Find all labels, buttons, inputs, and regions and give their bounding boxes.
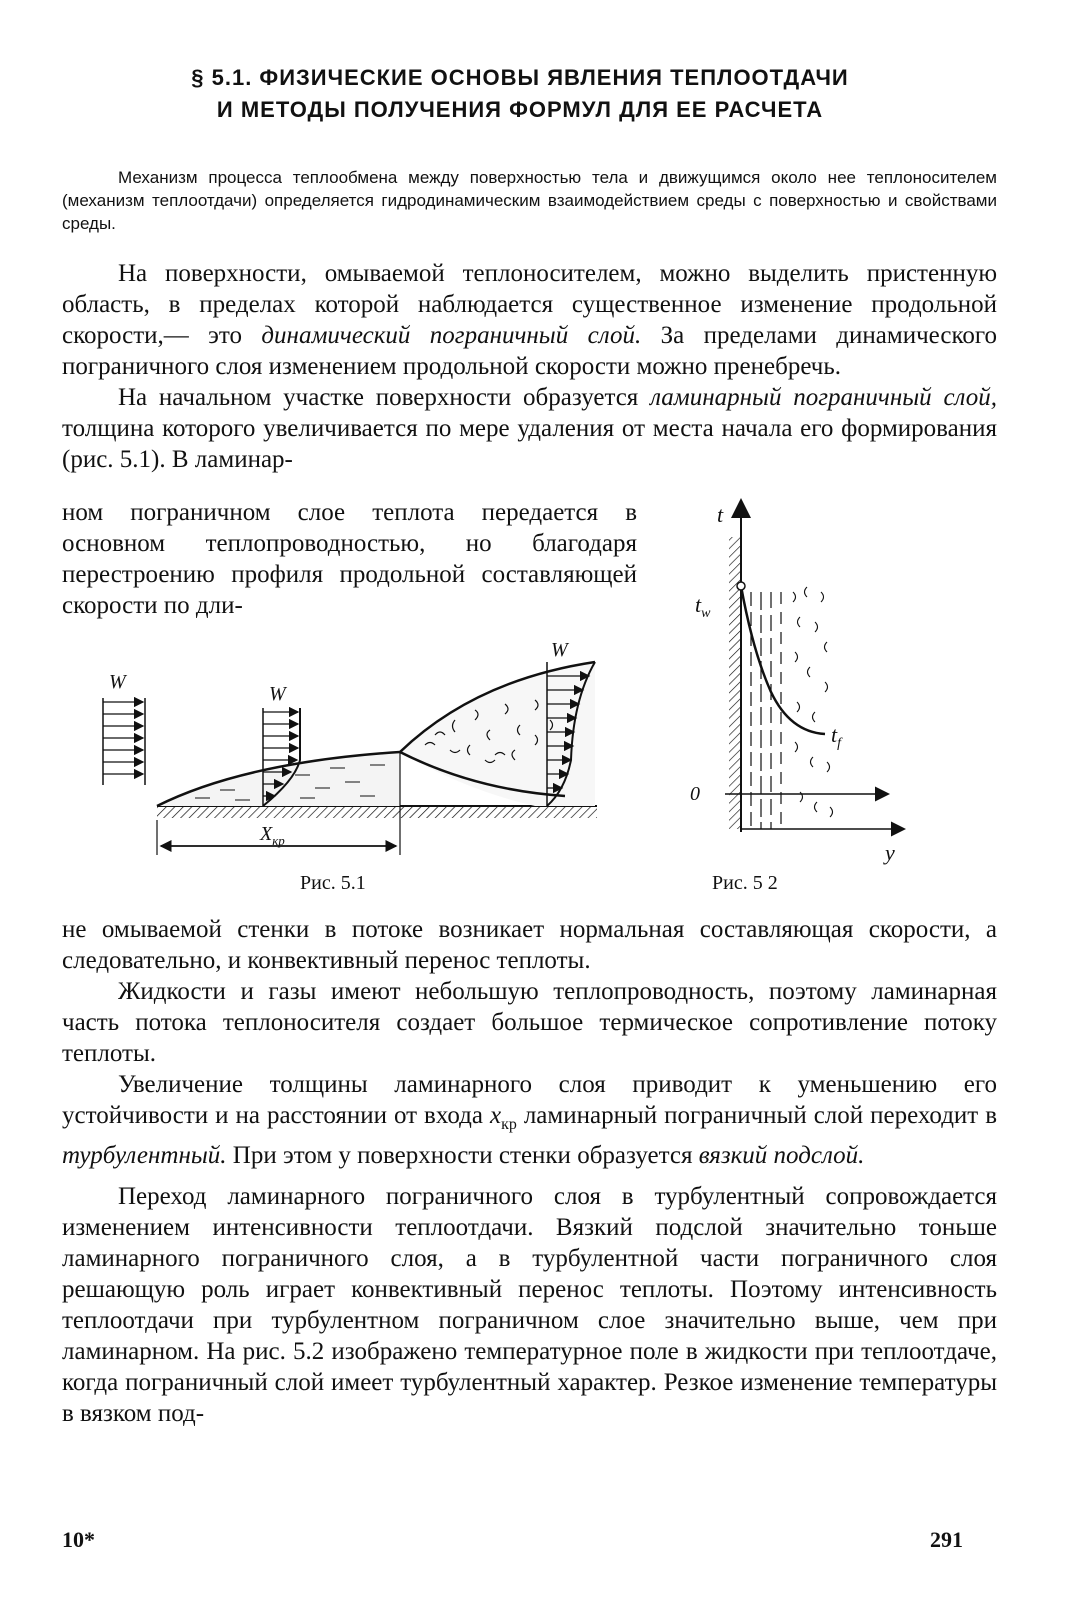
term-turbulent: турбулентный.	[62, 1142, 227, 1169]
p1-text-b: За пределами динамического пограничного слоя изменением продольной скорости можно пренебречь.	[62, 322, 997, 380]
paragraph-1	[62, 258, 997, 382]
figure-5-2-caption: Рис. 5 2	[712, 872, 778, 894]
label-xkr: $X_{кр}$	[260, 823, 285, 848]
text-block-top	[62, 258, 997, 475]
inlet-velocity-profile	[103, 698, 145, 785]
temperature-curve	[741, 586, 825, 734]
paragraph-2	[62, 382, 997, 475]
text-block-end	[62, 1181, 997, 1429]
text-block-bottom	[62, 914, 997, 1171]
label-w-3: W	[551, 640, 568, 661]
paragraph-2-wrap: ном пограничном слое теплота передается в основном теплопроводностью, но благодаря перестроению профиля продольной составляющей скорости по дли-	[62, 499, 637, 619]
paragraph-5: Переход ламинарного пограничного слоя в турбулентный сопровождается изменением интенсивности теплоотдачи. Вязкий подслой значительно тоньше ламинарного пограничного слоя, а в турбулентной части пограничного слоя решающую роль играет конвективный перенос теплоты. Поэтому интенсивность теплоотдачи при турбулентном пограничном слое значительно выше, чем при ламинарном. На рис. 5.2 изображено температурное поле в жидкости при теплоотдаче, когда пограничный слой имеет турбулентный характер. Резкое изменение температуры в вязком под-	[62, 1183, 997, 1427]
figure-5-2	[675, 492, 915, 867]
signature-mark: 10*	[62, 1527, 95, 1552]
label-w-2: W	[269, 683, 286, 705]
abstract-text: Механизм процесса теплообмена между поверхностью тела и движущимся около нее теплоносителем (механизм теплоотдачи) определяется гидродинамическим взаимодействием среды с поверхностью и свойствами среды.	[62, 168, 997, 233]
p2-text-a: На начальном участке поверхности образуется	[118, 384, 651, 411]
label-tw: $t_w$	[695, 592, 711, 621]
paragraph-3: Жидкости и газы имеют небольшую теплопроводность, поэтому ламинарная часть потока теплоносителя создает большое термическое сопротивление потоку теплоты.	[62, 978, 997, 1067]
symbol-xkr: $x_{кр}$	[489, 1102, 517, 1133]
section-heading	[150, 62, 890, 126]
p4-text-b: ламинарный пограничный слой переходит в	[516, 1102, 997, 1129]
term-viscous-sublayer: вязкий подслой.	[698, 1142, 865, 1169]
label-t: t	[717, 502, 724, 527]
turbulent-layer-fill	[400, 662, 595, 806]
label-tf: $t_f$	[831, 722, 842, 751]
wall-temperature-point	[737, 582, 745, 590]
label-w-1: W	[109, 671, 126, 693]
p4-text-c: При этом у поверхности стенки образуется	[226, 1142, 699, 1169]
paragraph-4	[62, 1069, 997, 1171]
wall-hatch	[157, 806, 597, 818]
page-number: 291	[930, 1527, 963, 1552]
label-zero: 0	[690, 783, 700, 805]
figure-5-1-caption: Рис. 5.1	[300, 872, 366, 894]
heading-line-1: § 5.1. ФИЗИЧЕСКИЕ ОСНОВЫ ЯВЛЕНИЯ ТЕПЛООТДАЧИ	[191, 65, 849, 90]
paragraph-2-continuation: не омываемой стенки в потоке возникает нормальная составляющая скорости, а следовательно, и конвективный перенос теплоты.	[62, 916, 997, 974]
heading-line-2: И МЕТОДЫ ПОЛУЧЕНИЯ ФОРМУЛ ДЛЯ ЕЕ РАСЧЕТА	[216, 97, 824, 122]
p4-text-a: Увеличение толщины ламинарного слоя приводит к уменьшению его устойчивости и на расстоянии от входа	[62, 1071, 997, 1129]
p2-text-b-visible: толщина которого увеличивается по мере удаления от места начала его формирования (рис. 5.1). В ламинар-	[62, 415, 997, 473]
label-y: y	[885, 840, 895, 865]
term-laminar-boundary-layer: ламинарный пограничный слой,	[650, 384, 998, 411]
section-abstract	[62, 166, 997, 235]
text-block-beside-figure	[62, 497, 637, 621]
p1-text-a: На поверхности, омываемой теплоносителем, можно выделить пристенную область, в пределах которой наблюдается существенное изменение продольной скорости,— это	[62, 260, 997, 349]
wall-hatch-vertical	[729, 537, 741, 829]
term-dynamic-boundary-layer: динамический пограничный слой.	[261, 322, 642, 349]
turbulent-eddies-2	[793, 587, 833, 817]
figure-5-1	[95, 640, 625, 865]
